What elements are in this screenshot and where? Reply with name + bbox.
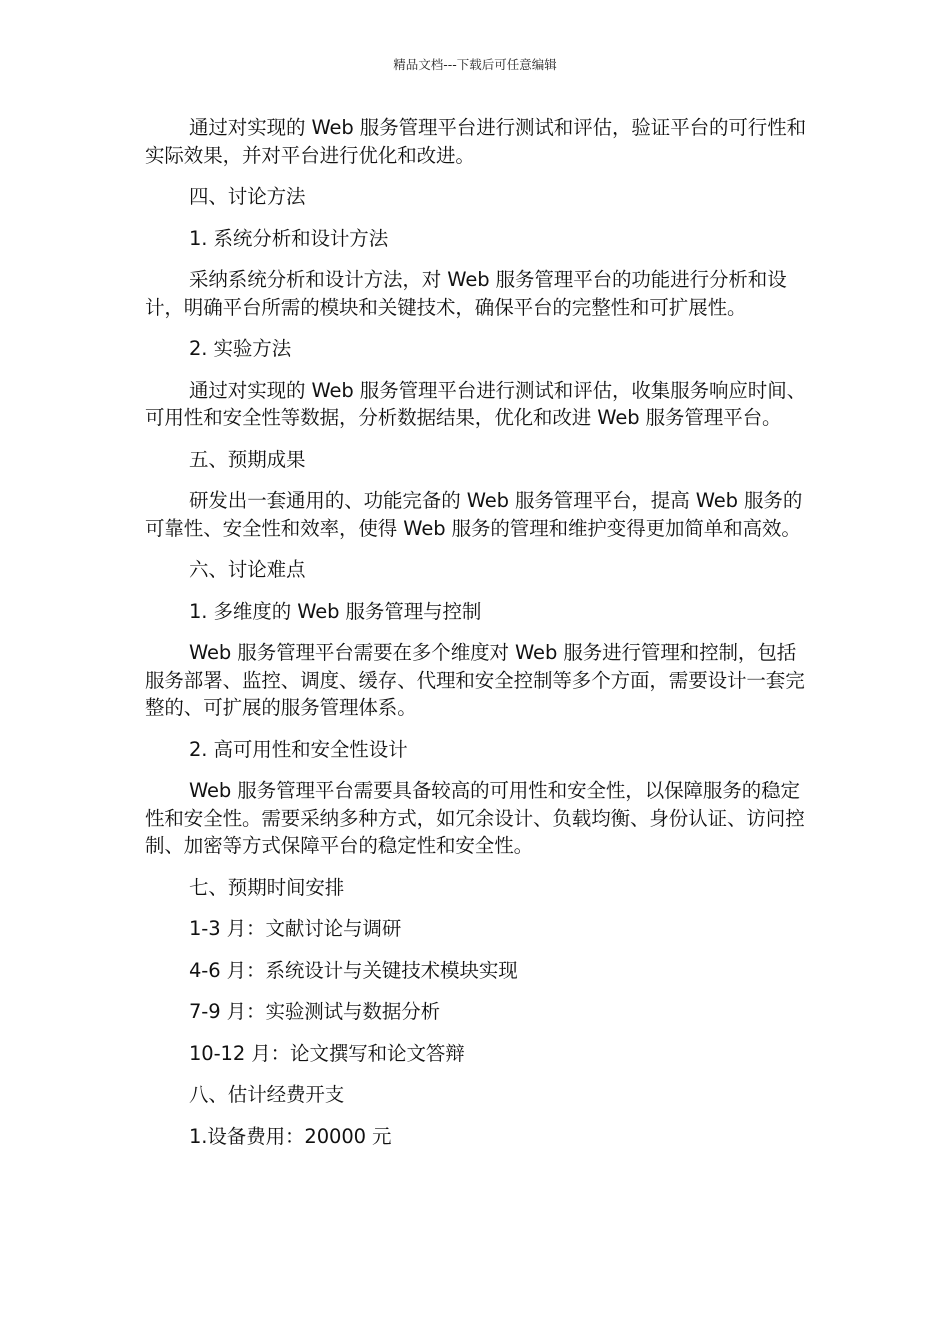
paragraph-multidimensional: Web 服务管理平台需要在多个维度对 Web 服务进行管理和控制，包括服务部署、监控、调度、缓存、代理和安全控制等多个方面，需要设计一套完整的、可扩展的服务管理体系。 (145, 641, 805, 719)
schedule-item-1: 1-3 月：文献讨论与调研 (189, 917, 402, 940)
heading-schedule: 七、预期时间安排 (189, 875, 345, 899)
paragraph-experiment-method: 通过对实现的 Web 服务管理平台进行测试和评估，收集服务响应时间、可用性和安全性等数据，分析数据结果，优化和改进 Web 服务管理平台。 (145, 378, 807, 429)
document-body (145, 114, 807, 1164)
schedule-item-4: 10-12 月：论文撰写和论文答辩 (189, 1041, 465, 1065)
heading-difficulties: 六、讨论难点 (189, 558, 306, 581)
subheading-multidimensional: 1. 多维度的 Web 服务管理与控制 (189, 599, 482, 623)
paragraph-system-analysis: 采纳系统分析和设计方法，对 Web 服务管理平台的功能进行分析和设计，明确平台所需的模块和关键技术，确保平台的完整性和可扩展性。 (145, 268, 787, 319)
heading-expected-results: 五、预期成果 (189, 447, 306, 471)
heading-discussion-methods: 四、讨论方法 (189, 185, 306, 208)
paragraph-availability-security: Web 服务管理平台需要具备较高的可用性和安全性，以保障服务的稳定性和安全性。需要采纳多种方式，如冗余设计、负载均衡、身份认证、访问控制、加密等方式保障平台的稳定性和安全性。 (145, 779, 805, 857)
page-header: 精品文档---下载后可任意编辑 (393, 57, 557, 72)
schedule-item-2: 4-6 月：系统设计与关键技术模块实现 (189, 958, 518, 982)
subheading-system-analysis: 1. 系统分析和设计方法 (189, 226, 389, 250)
heading-budget: 八、估计经费开支 (189, 1083, 345, 1106)
paragraph-evaluation: 通过对实现的 Web 服务管理平台进行测试和评估，验证平台的可行性和实际效果，并对平台进行优化和改进。 (145, 116, 807, 167)
subheading-availability-security: 2. 高可用性和安全性设计 (189, 737, 408, 761)
budget-item-1: 1.设备费用：20000 元 (189, 1124, 392, 1148)
schedule-item-3: 7-9 月：实验测试与数据分析 (189, 1000, 441, 1023)
paragraph-expected-results: 研发出一套通用的、功能完备的 Web 服务管理平台，提高 Web 服务的可靠性、安全性和效率，使得 Web 服务的管理和维护变得更加简单和高效。 (145, 489, 803, 540)
subheading-experiment-method: 2. 实验方法 (189, 337, 292, 360)
